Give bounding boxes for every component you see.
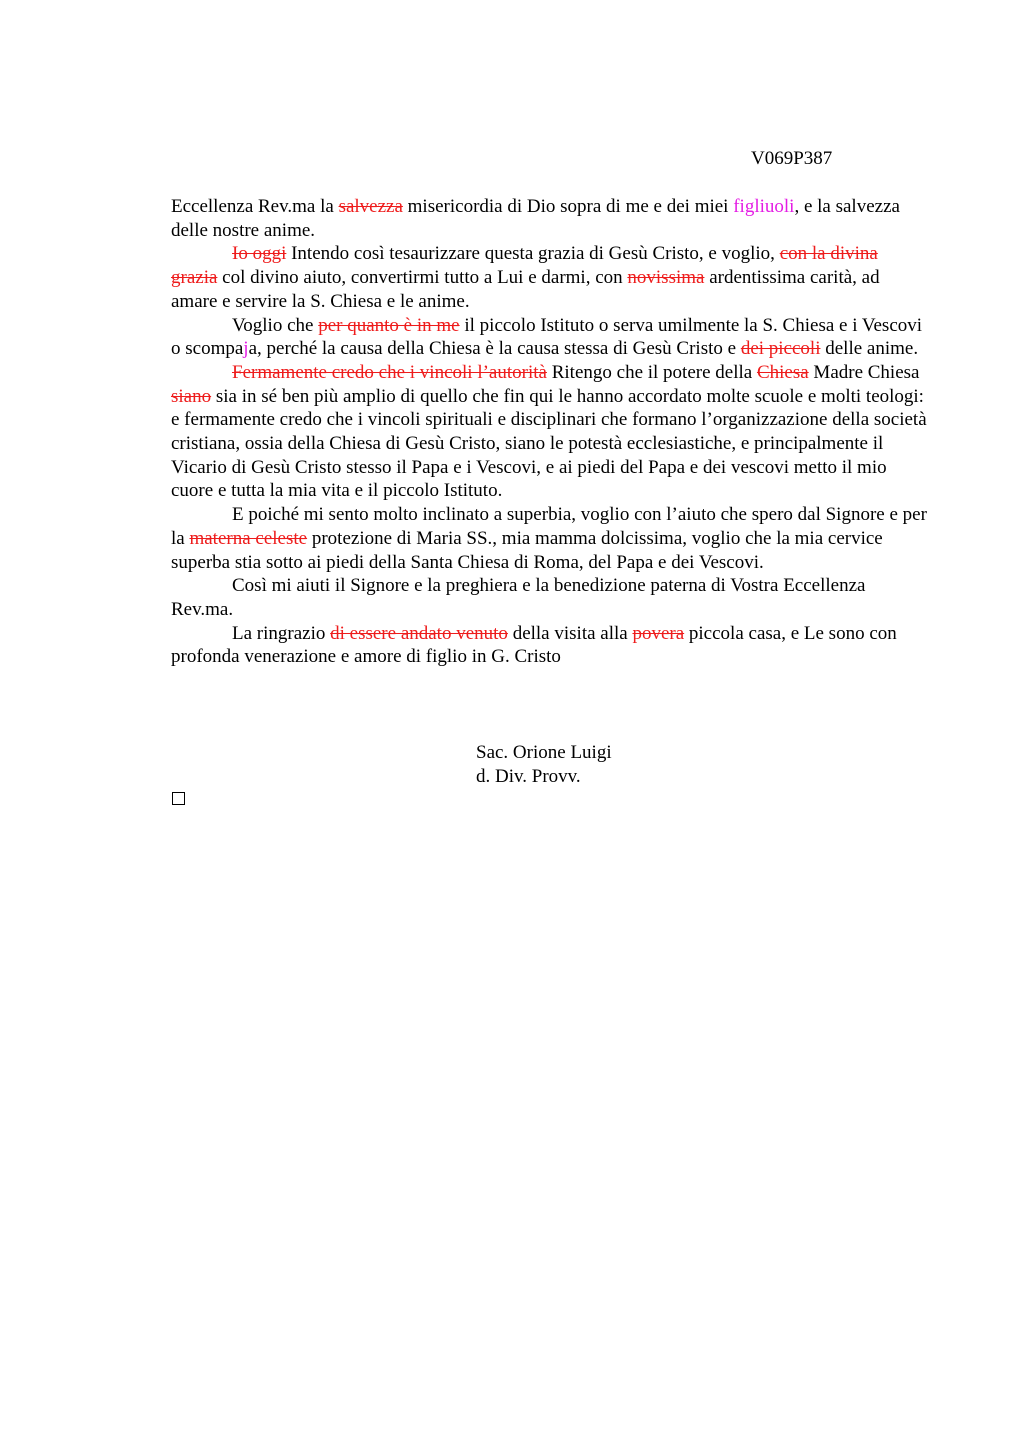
paragraph-1 [171, 195, 927, 242]
text-run: ardentissima carità, ad amare e servire la S. Chiesa e le anime. [171, 267, 880, 312]
paragraph-7 [171, 622, 927, 669]
signature-block [476, 741, 612, 789]
deleted-text: con la divina grazia [171, 243, 878, 289]
paragraph-2 [171, 242, 927, 313]
deleted-text: novissima [627, 267, 705, 289]
deleted-text: per quanto è in me [318, 314, 460, 336]
text-run: Voglio che [232, 314, 319, 336]
text-run: Madre Chiesa [808, 361, 920, 383]
signature-title: d. Div. Provv. [476, 766, 581, 787]
text-run: delle anime. [820, 338, 919, 360]
deleted-text: salvezza [338, 196, 403, 217]
text-run: , e la salvezza delle nostre anime. [171, 196, 900, 241]
deleted-text: povera [632, 622, 685, 644]
deleted-text: Fermamente credo che i vincoli l’autorità [232, 361, 547, 383]
deleted-text: di essere andato venuto [330, 622, 508, 644]
text-run: E poiché mi sento molto inclinato a superbia, voglio con l’aiuto che spero dal Signore e per la [171, 504, 927, 549]
text-run: il piccolo Istituto o serva umilmente la S. Chiesa e i Vescovi o scompa [171, 314, 923, 360]
paragraph-6 [171, 574, 927, 621]
text-run: col divino aiuto, convertirmi tutto a Lui e darmi, con [217, 267, 628, 289]
paragraph-3 [171, 314, 927, 361]
empty-checkbox[interactable] [172, 792, 185, 805]
text-run: della visita alla [507, 622, 633, 644]
text-run: Così mi aiuti il Signore e la preghiera e la benedizione paterna di Vostra Eccellenza Rev.ma. [171, 575, 866, 620]
text-run: a, perché la causa della Chiesa è la causa stessa di Gesù Cristo e [248, 338, 741, 360]
deleted-text: siano [171, 385, 212, 407]
text-run: protezione di Maria SS., mia mamma dolcissima, voglio che la mia cervice superba stia sotto ai piedi della Santa Chiesa di Roma, del Papa e dei Vescovi. [171, 527, 883, 573]
letter-body [171, 195, 927, 669]
text-run: sia in sé ben più amplio di quello che fin qui le hanno accordato molte scuole e molti teologi: e fermamente credo che i vincoli spirituali e disciplinari che formano l’organizzazione della società cristiana, ossia della Chiesa di Gesù Cristo, siano le potestà ecclesiastiche, e principalmente il Vicario di Gesù Cristo stesso il Papa e i Vescovi, e ai piedi del Papa e dei vescovi metto il mio cuore e tutta la mia vita e il piccolo Istituto. [171, 385, 927, 502]
deleted-text: dei piccoli [740, 338, 821, 360]
deleted-text: Io oggi [232, 243, 287, 265]
paragraph-5 [171, 503, 927, 574]
document-reference-code: V069P387 [751, 148, 833, 169]
inserted-text: figliuoli [733, 196, 795, 217]
text-run: Eccellenza Rev.ma la [171, 196, 339, 217]
text-run: piccola casa, e Le sono con profonda venerazione e amore di figlio in G. Cristo [171, 622, 897, 668]
text-run: La ringrazio [232, 622, 331, 644]
text-run: Ritengo che il potere della [546, 361, 757, 383]
deleted-text: materna celeste [189, 527, 308, 549]
deleted-text: Chiesa [756, 361, 809, 383]
signature-name: Sac. Orione Luigi [476, 742, 612, 763]
text-run: Intendo così tesaurizzare questa grazia di Gesù Cristo, e voglio, [286, 243, 780, 265]
inserted-text: j [243, 338, 249, 360]
text-run: misericordia di Dio sopra di me e dei miei [402, 196, 734, 217]
paragraph-4 [171, 361, 927, 503]
